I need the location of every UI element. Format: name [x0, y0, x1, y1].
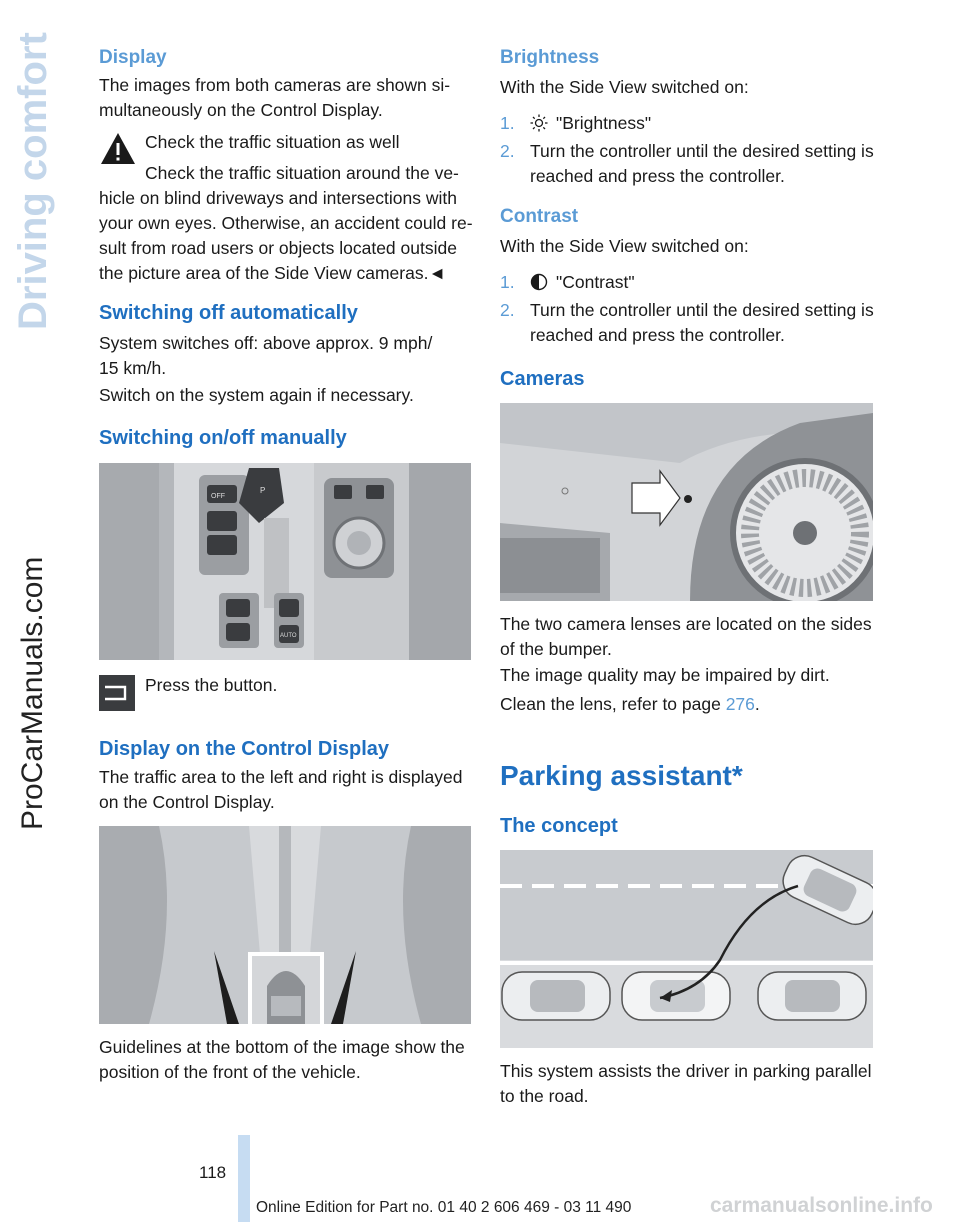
parking-concept-figure	[500, 850, 873, 1048]
watermark-vertical	[6, 420, 50, 840]
watermark-text: ProCarManuals.com	[16, 556, 49, 830]
manual-heading: Switching on/off manually	[99, 427, 347, 449]
camera-location-figure	[500, 403, 873, 601]
brightness-icon	[530, 114, 548, 132]
side-view-display-figure	[99, 826, 471, 1024]
p-button-label: P	[260, 486, 266, 495]
step-number: 2.	[500, 141, 515, 161]
brightness-intro: With the Side View switched on:	[500, 77, 749, 97]
warning-line: Check the traffic situation around the ve-	[145, 163, 459, 183]
contrast-intro: With the Side View switched on:	[500, 236, 749, 256]
step-text: "Brightness"	[556, 113, 652, 133]
contrast-icon	[530, 273, 548, 291]
guidelines-text: Guidelines at the bottom of the image show the position of the front of the vehicle.	[99, 1037, 465, 1082]
off-button-label: OFF	[211, 493, 225, 500]
warning-text: hicle on blind driveways and intersections with your own eyes. Otherwise, an accident could re-sult from road users or objects located outside the picture area of the Side View cameras.◄	[99, 188, 473, 283]
contrast-step-1	[500, 270, 880, 295]
clean-lens-prefix: Clean the lens, refer to page	[500, 694, 726, 714]
side-view-display-illustration	[99, 826, 471, 1024]
warning-title: Check the traffic situation as well	[145, 132, 400, 152]
target-position-car	[622, 972, 730, 1020]
auto-off-text: System switches off: above approx. 9 mph/ 15 km/h.	[99, 333, 433, 378]
cameras-heading: Cameras	[500, 368, 585, 390]
console-figure	[99, 463, 471, 660]
section-title-text: Driving comfort	[11, 32, 55, 330]
concept-heading: The concept	[500, 815, 618, 837]
parking-concept-illustration	[500, 850, 873, 1048]
image-quality-text: The image quality may be impaired by dirt.	[500, 665, 830, 685]
control-display-heading: Display on the Control Display	[99, 738, 390, 760]
brightness-step-2	[500, 139, 880, 189]
console-illustration	[99, 463, 471, 660]
step-text: Turn the controller until the desired setting is reached and press the controller.	[530, 141, 874, 186]
parked-car-right	[758, 972, 866, 1020]
concept-text: This system assists the driver in parking parallel to the road.	[500, 1061, 872, 1106]
step-text: "Contrast"	[556, 272, 635, 292]
camera-location-illustration	[500, 403, 873, 601]
step-number: 1.	[500, 113, 515, 133]
side-view-button-icon	[99, 675, 135, 711]
clean-lens-suffix: .	[754, 694, 760, 714]
auto-off-heading: Switching off automatically	[99, 302, 358, 324]
switch-on-again-text: Switch on the system again if necessary.	[99, 385, 414, 405]
warning-icon	[99, 130, 137, 168]
footer-watermark: carmanualsonline.info	[710, 1194, 933, 1217]
cameras-text: The two camera lenses are located on the sides of the bumper.	[500, 614, 872, 659]
display-heading: Display	[99, 47, 167, 68]
edition-text: Online Edition for Part no. 01 40 2 606 469 - 03 11 490	[256, 1199, 632, 1216]
parked-car-left	[502, 972, 610, 1020]
step-text: Turn the controller until the desired setting is reached and press the controller.	[530, 300, 874, 345]
contrast-step-2	[500, 298, 880, 348]
control-display-text: The traffic area to the left and right is displayed on the Control Display.	[99, 767, 463, 812]
page-reference-link[interactable]: 276	[725, 694, 755, 714]
page-number: 118	[199, 1163, 227, 1182]
step-number: 2.	[500, 300, 515, 320]
brightness-heading: Brightness	[500, 47, 600, 68]
step-number: 1.	[500, 272, 515, 292]
contrast-heading: Contrast	[500, 206, 579, 227]
press-button-text: Press the button.	[145, 675, 278, 695]
section-title-vertical	[0, 0, 58, 380]
footer-bar	[238, 1135, 250, 1222]
brightness-step-1	[500, 111, 880, 136]
clean-lens-text	[500, 692, 760, 717]
display-text: The images from both cameras are shown si-multaneously on the Control Display.	[99, 75, 451, 120]
auto-button-label: AUTO	[280, 633, 297, 639]
parking-assistant-heading: Parking assistant*	[500, 760, 743, 791]
